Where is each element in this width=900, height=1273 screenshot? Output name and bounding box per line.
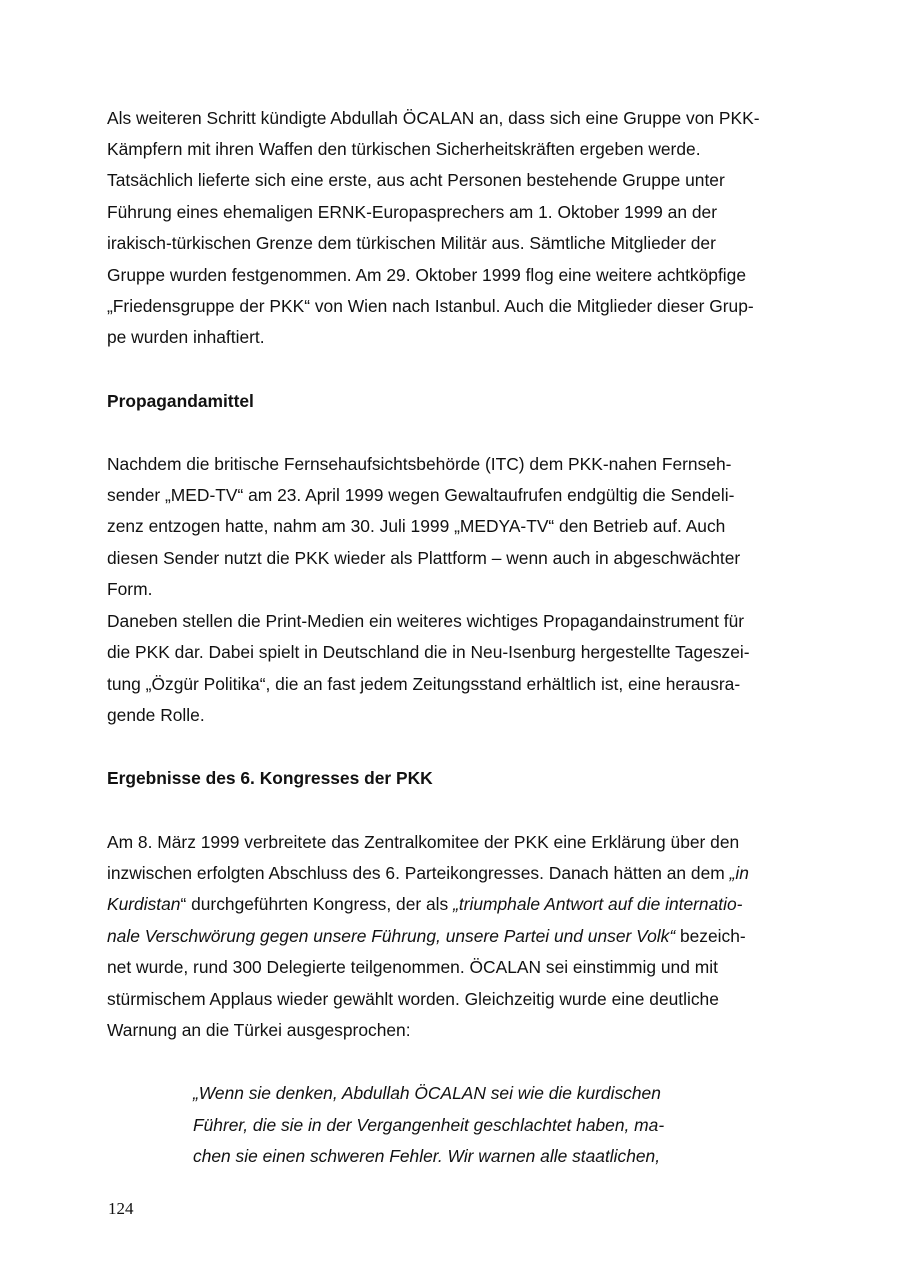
paragraph-1-line: Als weiteren Schritt kündigte Abdullah ÖCALAN an, dass sich eine Gruppe von PKK- <box>107 108 760 128</box>
paragraph-3-line: die PKK dar. Dabei spielt in Deutschland die in Neu-Isenburg hergestellte Tageszei- <box>107 642 750 662</box>
section-heading-propagandamittel: Propagandamittel <box>107 391 254 411</box>
paragraph-2-line: Form. <box>107 579 153 599</box>
paragraph-4-text: inzwischen erfolgten Abschluss des 6. Parteikongresses. Danach hätten an dem <box>107 863 730 883</box>
paragraph-1-line: pe wurden inhaftiert. <box>107 327 265 347</box>
paragraph-2-line: sender „MED-TV“ am 23. April 1999 wegen Gewaltaufrufen endgültig die Sendeli- <box>107 485 735 505</box>
paragraph-1-line: Gruppe wurden festgenommen. Am 29. Oktober 1999 flog eine weitere achtköpfige <box>107 265 747 285</box>
section-heading-kongress: Ergebnisse des 6. Kongresses der PKK <box>107 768 433 788</box>
paragraph-3-line: gende Rolle. <box>107 705 205 725</box>
paragraph-4-text: bezeich- <box>675 926 746 946</box>
page-number: 124 <box>108 1199 134 1218</box>
paragraph-4-line: net wurde, rund 300 Delegierte teilgenommen. ÖCALAN sei einstimmig und mit <box>107 957 718 977</box>
paragraph-4-line <box>107 862 749 884</box>
paragraph-2-line: diesen Sender nutzt die PKK wieder als Plattform – wenn auch in abgeschwächter <box>107 548 741 568</box>
quote-line: „Wenn sie denken, Abdullah ÖCALAN sei wie die kurdischen <box>193 1083 661 1103</box>
quote-line: chen sie einen schweren Fehler. Wir warnen alle staatlichen, <box>193 1146 661 1166</box>
paragraph-1-line: irakisch-türkischen Grenze dem türkischen Militär aus. Sämtliche Mitglieder der <box>107 233 716 253</box>
paragraph-1-line: Führung eines ehemaligen ERNK-Europasprechers am 1. Oktober 1999 an der <box>107 202 717 222</box>
paragraph-3-line: tung „Özgür Politika“, die an fast jedem Zeitungsstand erhältlich ist, eine herausra- <box>107 674 741 694</box>
paragraph-1-line: „Friedensgruppe der PKK“ von Wien nach Istanbul. Auch die Mitglieder dieser Grup- <box>107 296 754 316</box>
paragraph-4-italic-text: Kurdistan <box>107 894 181 914</box>
paragraph-3-line: Daneben stellen die Print-Medien ein weiteres wichtiges Propagandainstrument für <box>107 611 745 631</box>
quote-line: Führer, die sie in der Vergangenheit geschlachtet haben, ma- <box>193 1115 665 1135</box>
paragraph-4-text: “ durchgeführten Kongress, der als <box>180 894 454 914</box>
paragraph-4-line: Warnung an die Türkei ausgesprochen: <box>107 1020 411 1040</box>
paragraph-1-line: Tatsächlich lieferte sich eine erste, aus acht Personen bestehende Gruppe unter <box>107 170 725 190</box>
paragraph-4-line: Am 8. März 1999 verbreitete das Zentralkomitee der PKK eine Erklärung über den <box>107 832 740 852</box>
paragraph-4-italic-text: nale Verschwörung gegen unsere Führung, unsere Partei und unser Volk“ <box>107 926 676 946</box>
paragraph-2-line: zenz entzogen hatte, nahm am 30. Juli 1999 „MEDYA-TV“ den Betrieb auf. Auch <box>107 516 726 536</box>
paragraph-4-line <box>107 925 746 947</box>
paragraph-4-italic-text: „triumphale Antwort auf die internatio- <box>453 894 743 914</box>
paragraph-4-line: stürmischem Applaus wieder gewählt worden. Gleichzeitig wurde eine deutliche <box>107 989 719 1009</box>
paragraph-2-line: Nachdem die britische Fernsehaufsichtsbehörde (ITC) dem PKK-nahen Fernseh- <box>107 454 732 474</box>
paragraph-1-line: Kämpfern mit ihren Waffen den türkischen Sicherheitskräften ergeben werde. <box>107 139 701 159</box>
paragraph-4-italic-text: „in <box>729 863 749 883</box>
paragraph-4-line <box>107 893 742 915</box>
